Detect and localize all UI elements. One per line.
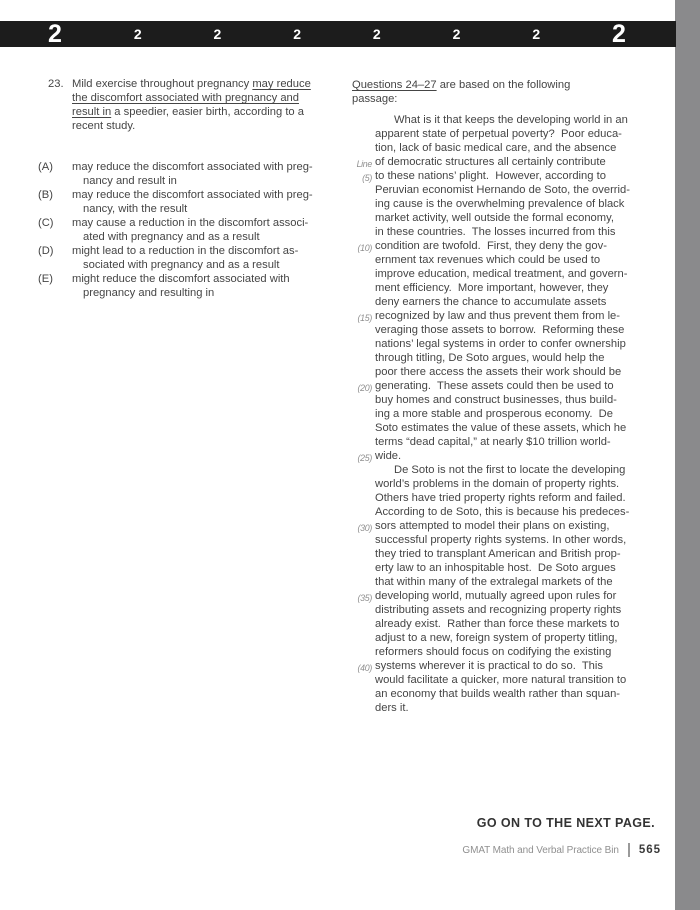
footer-divider [628, 843, 630, 857]
passage-line: improve education, medical treatment, and govern- [375, 268, 628, 280]
passage-line: Soto estimates the value of these assets, which he [375, 422, 627, 434]
answer-choice [38, 216, 340, 244]
passage-line: through titling, De Soto argues, would help the [375, 352, 605, 364]
passage-line: world’s problems in the domain of property rights. [375, 478, 620, 490]
page-edge-strip [675, 0, 700, 910]
go-on-instruction: GO ON TO THE NEXT PAGE. [476, 816, 655, 830]
passage-line: veraging those assets to borrow. Reforming these [375, 324, 625, 336]
choice-line: nancy, with the result [83, 203, 188, 215]
question-line [72, 105, 311, 119]
choice-text [72, 216, 308, 244]
choice-text [72, 272, 290, 300]
passage-line: (15) recognized by law and thus prevent them from le- [352, 309, 667, 323]
passage-line: an economy that builds wealth rather than squan- [375, 688, 621, 700]
section-number: 2 [452, 26, 461, 42]
choice-label: (A) [38, 161, 53, 173]
question-line [72, 77, 311, 91]
line-number-marker: (30) [357, 522, 372, 533]
reading-passage-block [352, 78, 667, 715]
answer-choice [38, 244, 340, 272]
book-title: GMAT Math and Verbal Practice Bin [462, 844, 619, 856]
answer-choice [38, 272, 340, 300]
section-number: 2 [48, 19, 62, 48]
answer-choice [38, 160, 340, 188]
passage-line: (40) systems wherever it is practical to do so. This [352, 659, 667, 673]
passage-line: (20) generating. These assets could then be used to [352, 379, 667, 393]
choice-label: (C) [38, 217, 54, 229]
passage-line: (35) developing world, mutually agreed upon rules for [352, 589, 667, 603]
passage-line: Others have tried property rights reform and failed. [375, 492, 626, 504]
choice-line: may reduce the discomfort associated with preg- [72, 189, 313, 201]
passage-line: (5) to these nations’ plight. However, according to [352, 169, 667, 183]
passage-line: According to de Soto, this is because his predeces- [375, 506, 630, 518]
passage-line: that within many of the extralegal markets of the [375, 576, 613, 588]
question-number: 23. [48, 78, 64, 90]
line-number-marker: (40) [357, 662, 372, 673]
passage-line: terms “dead capital,” at nearly $10 trillion world- [375, 436, 611, 448]
passage-line: reformers should focus on codifying the existing [375, 646, 612, 658]
choice-line: may cause a reduction in the discomfort associ- [72, 217, 309, 229]
underlined-phrase: the discomfort associated with pregnancy and [72, 92, 299, 104]
line-number-marker: (20) [357, 382, 372, 393]
passage-line: ment efficiency. More important, however, they [375, 282, 609, 294]
choice-line: might lead to a reduction in the discomfort as- [72, 245, 299, 257]
choice-line: pregnancy and resulting in [83, 287, 215, 299]
choice-label: (D) [38, 245, 54, 257]
passage-line: nations’ legal systems in order to confer ownership [375, 338, 626, 350]
section-number: 2 [532, 26, 541, 42]
passage-line: ernment tax revenues which could be used to [375, 254, 601, 266]
text-segment: Mild exercise throughout pregnancy [72, 78, 253, 90]
question-text [72, 77, 311, 133]
choice-line: might reduce the discomfort associated with [72, 273, 290, 285]
passage-line: distributing assets and recognizing property rights [375, 604, 622, 616]
passage-line: adjust to a new, foreign system of property titling, [375, 632, 618, 644]
passage-line: poor there access the assets their work should be [375, 366, 622, 378]
text-segment: a speedier, easier birth, according to a [111, 106, 304, 118]
choice-label: (B) [38, 189, 53, 201]
passage-intro [352, 78, 667, 106]
passage-line: tion, lack of basic medical care, and the absence [375, 142, 617, 154]
section-number-bar [0, 21, 676, 47]
passage-line: What is it that keeps the developing world in an [394, 114, 628, 126]
section-number: 2 [213, 26, 222, 42]
passage-line: De Soto is not the first to locate the developing [394, 464, 626, 476]
passage-line: apparent state of perpetual poverty? Poor educa- [375, 128, 622, 140]
line-number-marker: (10) [357, 242, 372, 253]
question-line [72, 91, 311, 105]
text-segment: are based on the following [436, 79, 571, 91]
section-number: 2 [133, 26, 142, 42]
question-23 [38, 77, 340, 133]
choice-text [72, 160, 313, 188]
text-segment: passage: [352, 93, 398, 105]
section-number: 2 [293, 26, 302, 42]
passage-line: buy homes and construct businesses, thus build- [375, 394, 617, 406]
passage-line: in these countries. The losses incurred from this [375, 226, 616, 238]
passage-line: already exist. Rather than force these markets to [375, 618, 620, 630]
passage-line: market activity, well outside the formal economy, [375, 212, 614, 224]
section-number: 2 [612, 19, 626, 48]
page-footer [462, 843, 661, 857]
choice-text [72, 188, 313, 216]
passage-line: (10) condition are twofold. First, they deny the gov- [352, 239, 667, 253]
choice-line: sociated with pregnancy and as a result [83, 259, 280, 271]
line-number-marker: (5) [362, 172, 372, 183]
passage-line: deny earners the chance to accumulate assets [375, 296, 607, 308]
question-23-block [38, 77, 340, 300]
choice-text [72, 244, 298, 272]
passage-line: (30) sors attempted to model their plans on existing, [352, 519, 667, 533]
passage-line: erty law to an inhospitable host. De Soto argues [375, 562, 616, 574]
passage-intro-line [352, 78, 667, 92]
choice-line: ated with pregnancy and as a result [83, 231, 260, 243]
answer-choices [38, 160, 340, 300]
line-number-marker: (35) [357, 592, 372, 603]
page-number: 565 [638, 844, 661, 856]
question-line [72, 119, 311, 133]
underlined-phrase: may reduce [252, 78, 311, 90]
passage-line: Line of democratic structures all certainly contribute [352, 155, 667, 169]
choice-line: may reduce the discomfort associated with preg- [72, 161, 313, 173]
passage-line: (25) wide. [352, 449, 667, 463]
text-segment: recent study. [72, 120, 136, 132]
underlined-phrase: Questions 24–27 [352, 79, 437, 91]
passage-line: successful property rights systems. In other words, [375, 534, 627, 546]
passage-line: Peruvian economist Hernando de Soto, the overrid- [375, 184, 630, 196]
passage-line: ing a more stable and prosperous economy. De [375, 408, 613, 420]
line-number-marker: Line [356, 158, 372, 169]
section-number: 2 [372, 26, 381, 42]
underlined-phrase: result in [72, 106, 112, 118]
line-number-marker: (15) [357, 312, 372, 323]
passage-text [352, 113, 667, 715]
passage-line: ing cause is the overwhelming prevalence of black [375, 198, 625, 210]
passage-line: they tried to transplant American and British prop- [375, 548, 621, 560]
choice-line: nancy and result in [83, 175, 177, 187]
passage-line: ders it. [375, 702, 409, 714]
line-number-marker: (25) [357, 452, 372, 463]
answer-choice [38, 188, 340, 216]
passage-line: would facilitate a quicker, more natural transition to [375, 674, 627, 686]
choice-label: (E) [38, 273, 53, 285]
passage-intro-line [352, 92, 667, 106]
